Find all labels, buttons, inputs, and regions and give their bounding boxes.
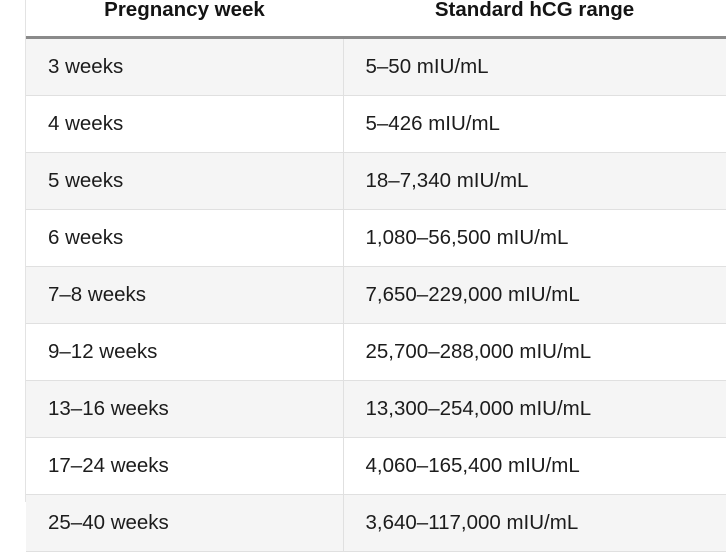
table-row: [26, 438, 726, 495]
cell-hcg-range: 25,700–288,000 mIU/mL: [343, 324, 726, 381]
cell-hcg-range: 5–50 mIU/mL: [343, 38, 726, 96]
table-row: [26, 153, 726, 210]
cell-pregnancy-week: 7–8 weeks: [26, 267, 343, 324]
cell-pregnancy-week: 6 weeks: [26, 210, 343, 267]
cell-hcg-range: 4,060–165,400 mIU/mL: [343, 438, 726, 495]
table-header-row: [26, 0, 726, 38]
cell-hcg-range: 13,300–254,000 mIU/mL: [343, 381, 726, 438]
table-row: [26, 381, 726, 438]
table-row: [26, 267, 726, 324]
column-header-pregnancy-week: Pregnancy week: [26, 0, 343, 38]
cell-hcg-range: 1,080–56,500 mIU/mL: [343, 210, 726, 267]
cell-pregnancy-week: 13–16 weeks: [26, 381, 343, 438]
cell-hcg-range: 5–426 mIU/mL: [343, 96, 726, 153]
table-row: [26, 38, 726, 96]
cell-hcg-range: 18–7,340 mIU/mL: [343, 153, 726, 210]
table-row: [26, 324, 726, 381]
table-row: [26, 210, 726, 267]
table-row: [26, 495, 726, 552]
column-header-standard-hcg-range: Standard hCG range: [343, 0, 726, 38]
left-margin: [0, 0, 26, 502]
cell-pregnancy-week: 5 weeks: [26, 153, 343, 210]
hcg-reference-table: [26, 0, 726, 552]
cell-pregnancy-week: 9–12 weeks: [26, 324, 343, 381]
cell-pregnancy-week: 4 weeks: [26, 96, 343, 153]
cell-pregnancy-week: 17–24 weeks: [26, 438, 343, 495]
cell-hcg-range: 3,640–117,000 mIU/mL: [343, 495, 726, 552]
cell-pregnancy-week: 3 weeks: [26, 38, 343, 96]
cell-pregnancy-week: 25–40 weeks: [26, 495, 343, 552]
table-row: [26, 96, 726, 153]
cell-hcg-range: 7,650–229,000 mIU/mL: [343, 267, 726, 324]
